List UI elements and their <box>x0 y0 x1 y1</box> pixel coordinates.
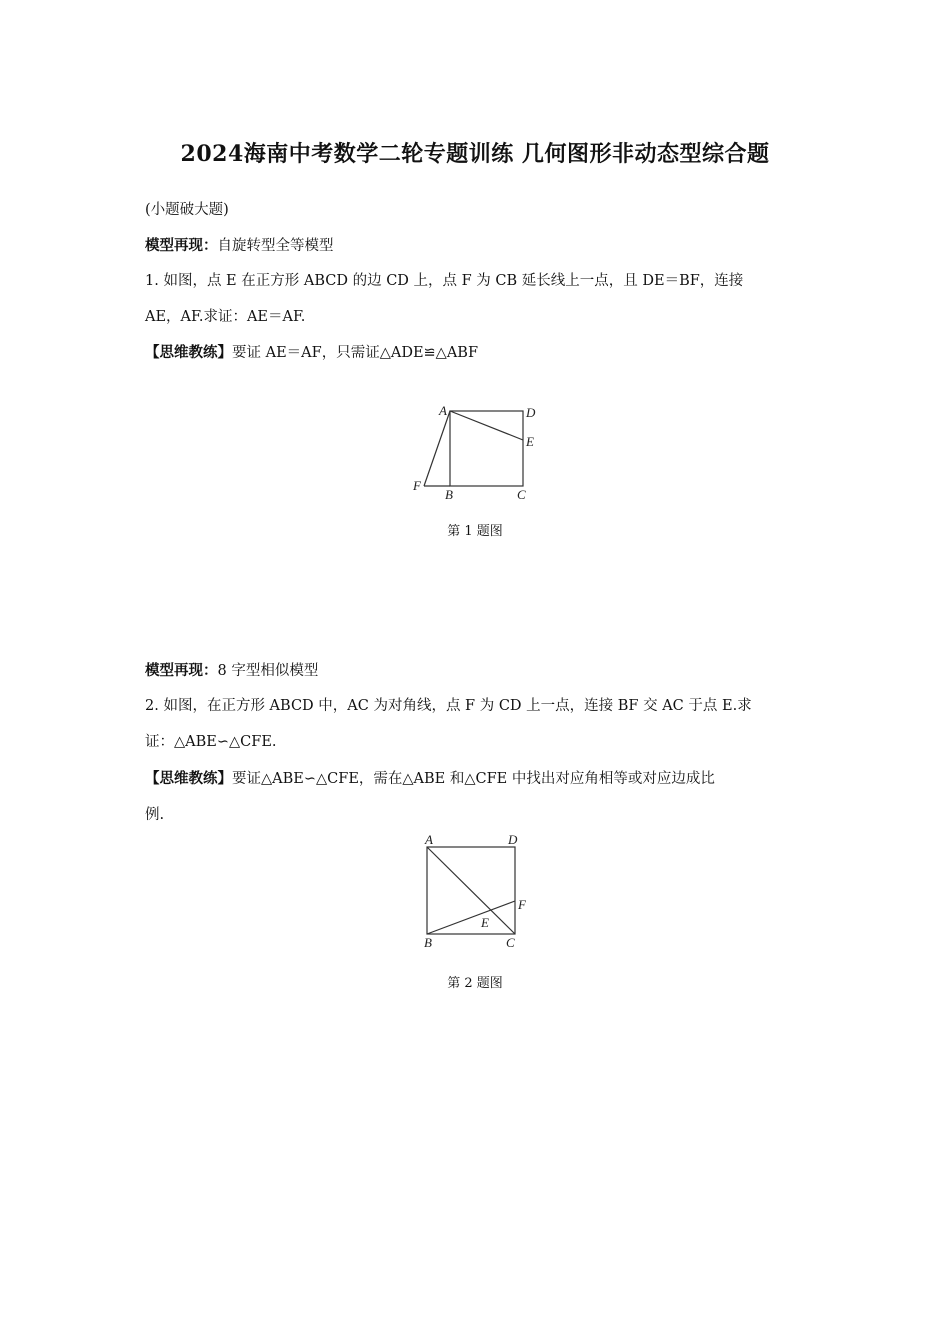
segment-ae <box>450 411 523 440</box>
figure-2 <box>427 847 515 934</box>
hint-2 <box>145 767 715 788</box>
label-c: C <box>517 487 526 502</box>
square-abcd <box>450 411 523 486</box>
figure-1 <box>424 411 523 486</box>
diagonal-ac <box>427 847 515 934</box>
model-heading-2 <box>145 659 318 680</box>
segment-bf <box>427 901 515 934</box>
model-name: 8 字型相似模型 <box>217 663 319 679</box>
problem-2-line-1: 2. 如图，在正方形 ABCD 中，AC 为对角线，点 F 为 CD 上一点，连接 BF 交 AC 于点 E.求 <box>145 698 752 714</box>
label-c2: C <box>506 935 515 950</box>
hint-label: 【思维教练】 <box>145 770 232 787</box>
problem-2-line-2: 证：△ABE∽△CFE. <box>145 734 277 750</box>
hint-text: 要证 AE＝AF，只需证△ADE≌△ABF <box>232 345 479 361</box>
figure-2-caption: 第 2 题图 <box>447 976 503 991</box>
hint-2-line-2: 例. <box>145 807 165 823</box>
page-title: 2024海南中考数学二轮专题训练 几何图形非动态型综合题 <box>180 141 770 167</box>
segment-af <box>424 411 450 486</box>
label-a2: A <box>425 832 433 847</box>
label-f: F <box>413 478 421 493</box>
label-e: E <box>526 434 534 449</box>
problem-1-line-1: 1. 如图，点 E 在正方形 ABCD 的边 CD 上，点 F 为 CB 延长线上一点，且 DE＝BF，连接 <box>145 273 744 289</box>
figure-1-caption: 第 1 题图 <box>447 524 503 539</box>
problem-1-line-2: AE，AF.求证：AE＝AF. <box>145 309 306 325</box>
model-label: 模型再现： <box>145 237 218 254</box>
label-b2: B <box>424 935 432 950</box>
label-a: A <box>439 403 447 418</box>
model-label: 模型再现： <box>145 662 218 679</box>
hint-text: 要证△ABE∽△CFE，需在△ABE 和△CFE 中找出对应角相等或对应边成比 <box>232 771 715 787</box>
label-b: B <box>445 487 453 502</box>
label-e2: E <box>481 915 489 930</box>
label-d2: D <box>508 832 518 847</box>
label-d: D <box>526 405 536 420</box>
hint-label: 【思维教练】 <box>145 344 232 361</box>
model-name: 自旋转型全等模型 <box>217 238 334 254</box>
label-f2: F <box>518 897 526 912</box>
subtitle: (小题破大题) <box>145 202 229 218</box>
